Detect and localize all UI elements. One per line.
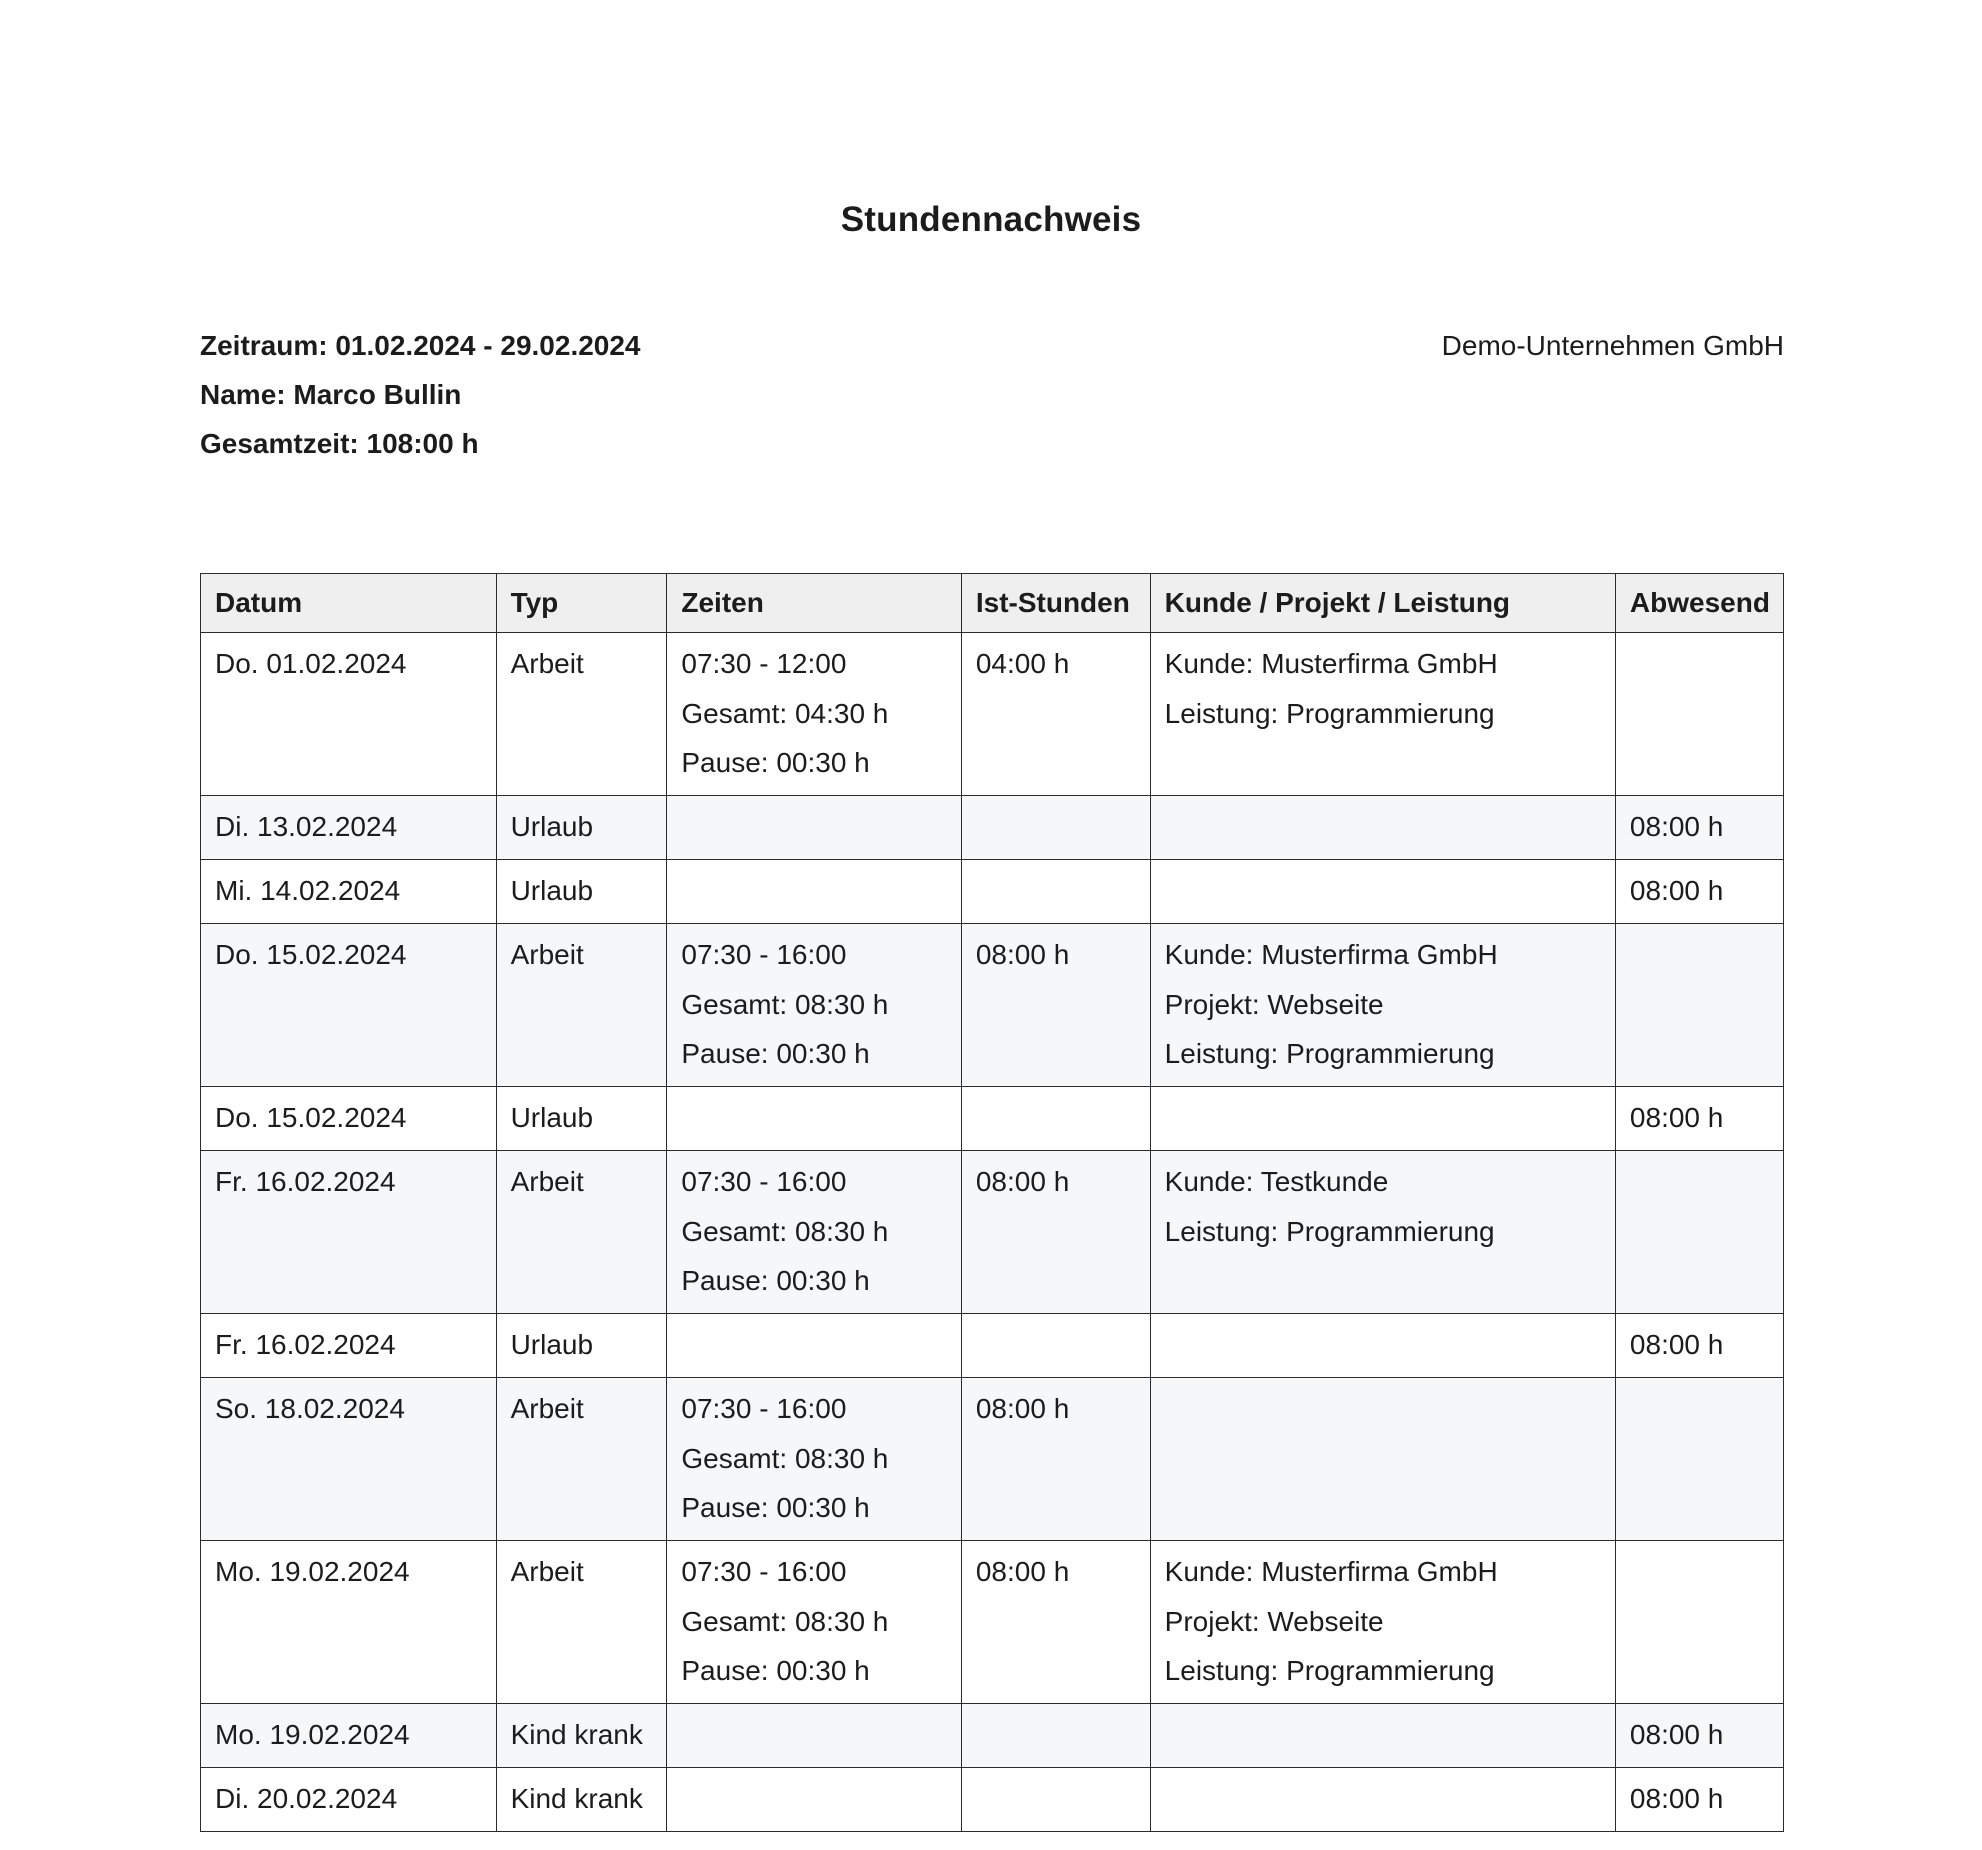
cell-kunde-projekt-leistung	[1150, 1541, 1615, 1704]
table-row	[201, 924, 1784, 1087]
cell-typ: Arbeit	[496, 1541, 667, 1704]
cell-zeiten-line: Pause: 00:30 h	[681, 747, 870, 778]
cell-zeiten-line: Pause: 00:30 h	[681, 1265, 870, 1296]
cell-ist-stunden: 08:00 h	[961, 1541, 1150, 1704]
cell-zeiten-line: 07:30 - 16:00	[681, 939, 847, 970]
cell-datum: Mi. 14.02.2024	[201, 860, 497, 924]
cell-ist-stunden	[961, 1087, 1150, 1151]
cell-datum: Di. 13.02.2024	[201, 796, 497, 860]
cell-kunde-projekt-leistung	[1150, 633, 1615, 796]
page-title: Stundennachweis	[840, 200, 1142, 239]
table-row	[201, 1541, 1784, 1704]
table-header-row	[201, 574, 1784, 633]
cell-ist-stunden	[961, 796, 1150, 860]
cell-kunde-projekt-leistung-line: Kunde: Testkunde	[1164, 1166, 1389, 1197]
cell-zeiten	[667, 796, 961, 860]
cell-ist-stunden	[961, 860, 1150, 924]
table-body	[201, 633, 1784, 1832]
cell-kunde-projekt-leistung-line: Kunde: Musterfirma GmbH	[1164, 648, 1498, 679]
cell-ist-stunden: 08:00 h	[961, 1378, 1150, 1541]
report-meta	[200, 326, 641, 473]
cell-kunde-projekt-leistung	[1150, 860, 1615, 924]
cell-zeiten	[667, 1768, 961, 1832]
cell-zeiten-line: Pause: 00:30 h	[681, 1492, 870, 1523]
cell-kunde-projekt-leistung-line: Projekt: Webseite	[1164, 1605, 1384, 1637]
cell-ist-stunden	[961, 1768, 1150, 1832]
cell-kunde-projekt-leistung-line: Leistung: Programmierung	[1164, 1215, 1495, 1247]
cell-zeiten-line: Gesamt: 08:30 h	[681, 1215, 889, 1247]
cell-typ: Urlaub	[496, 1087, 667, 1151]
cell-kunde-projekt-leistung-line: Projekt: Webseite	[1164, 988, 1384, 1020]
employee-name: Name: Marco Bullin	[200, 379, 462, 410]
table-row	[201, 796, 1784, 860]
cell-zeiten-line: Pause: 00:30 h	[681, 1038, 870, 1069]
cell-zeiten	[667, 1314, 961, 1378]
cell-zeiten	[667, 1541, 961, 1704]
cell-typ: Urlaub	[496, 1314, 667, 1378]
cell-datum: Di. 20.02.2024	[201, 1768, 497, 1832]
cell-zeiten-line: 07:30 - 16:00	[681, 1556, 847, 1587]
cell-kunde-projekt-leistung-line: Leistung: Programmierung	[1164, 697, 1495, 729]
table-row	[201, 1378, 1784, 1541]
cell-kunde-projekt-leistung-line: Leistung: Programmierung	[1164, 1038, 1495, 1069]
timesheet-table	[200, 573, 1784, 1832]
cell-typ: Arbeit	[496, 924, 667, 1087]
cell-abwesend	[1615, 1541, 1783, 1704]
cell-kunde-projekt-leistung	[1150, 1151, 1615, 1314]
cell-abwesend: 08:00 h	[1615, 1314, 1783, 1378]
cell-datum: So. 18.02.2024	[201, 1378, 497, 1541]
header-datum: Datum	[201, 574, 497, 633]
cell-kunde-projekt-leistung	[1150, 1314, 1615, 1378]
cell-kunde-projekt-leistung	[1150, 1378, 1615, 1541]
cell-zeiten	[667, 633, 961, 796]
cell-zeiten-line: 07:30 - 16:00	[681, 1166, 847, 1197]
cell-zeiten	[667, 860, 961, 924]
table-row	[201, 1087, 1784, 1151]
table-row	[201, 633, 1784, 796]
table-row	[201, 1768, 1784, 1832]
cell-ist-stunden	[961, 1704, 1150, 1768]
cell-kunde-projekt-leistung-line: Kunde: Musterfirma GmbH	[1164, 1556, 1498, 1587]
cell-kunde-projekt-leistung-line: Leistung: Programmierung	[1164, 1655, 1495, 1686]
cell-typ: Arbeit	[496, 1151, 667, 1314]
cell-typ: Urlaub	[496, 796, 667, 860]
cell-ist-stunden	[961, 1314, 1150, 1378]
cell-zeiten	[667, 924, 961, 1087]
cell-datum: Do. 01.02.2024	[201, 633, 497, 796]
cell-zeiten	[667, 1378, 961, 1541]
cell-zeiten-line: 07:30 - 12:00	[681, 648, 847, 679]
cell-zeiten-line: Gesamt: 08:30 h	[681, 1442, 889, 1474]
cell-zeiten	[667, 1087, 961, 1151]
cell-typ: Kind krank	[496, 1768, 667, 1832]
cell-ist-stunden: 08:00 h	[961, 1151, 1150, 1314]
header-ist-stunden: Ist-Stunden	[961, 574, 1150, 633]
table-row	[201, 1704, 1784, 1768]
cell-ist-stunden: 04:00 h	[961, 633, 1150, 796]
header-abwesend: Abwesend	[1615, 574, 1783, 633]
cell-abwesend: 08:00 h	[1615, 1704, 1783, 1768]
table-row	[201, 1151, 1784, 1314]
cell-typ: Arbeit	[496, 633, 667, 796]
header-typ: Typ	[496, 574, 667, 633]
cell-abwesend: 08:00 h	[1615, 1087, 1783, 1151]
period-text: Zeitraum: 01.02.2024 - 29.02.2024	[200, 330, 641, 361]
header-zeiten: Zeiten	[667, 574, 961, 633]
cell-datum: Fr. 16.02.2024	[201, 1151, 497, 1314]
cell-zeiten-line: Pause: 00:30 h	[681, 1655, 870, 1686]
cell-zeiten-line: 07:30 - 16:00	[681, 1393, 847, 1424]
cell-zeiten-line: Gesamt: 08:30 h	[681, 988, 889, 1020]
cell-kunde-projekt-leistung	[1150, 1087, 1615, 1151]
cell-zeiten-line: Gesamt: 08:30 h	[681, 1605, 889, 1637]
cell-typ: Urlaub	[496, 860, 667, 924]
cell-kunde-projekt-leistung	[1150, 1768, 1615, 1832]
cell-datum: Fr. 16.02.2024	[201, 1314, 497, 1378]
cell-abwesend	[1615, 924, 1783, 1087]
cell-datum: Do. 15.02.2024	[201, 1087, 497, 1151]
cell-typ: Arbeit	[496, 1378, 667, 1541]
cell-kunde-projekt-leistung-line: Kunde: Musterfirma GmbH	[1164, 939, 1498, 970]
cell-datum: Mo. 19.02.2024	[201, 1541, 497, 1704]
cell-typ: Kind krank	[496, 1704, 667, 1768]
cell-zeiten-line: Gesamt: 04:30 h	[681, 697, 889, 729]
cell-zeiten	[667, 1151, 961, 1314]
cell-abwesend	[1615, 1378, 1783, 1541]
cell-abwesend	[1615, 1151, 1783, 1314]
cell-datum: Do. 15.02.2024	[201, 924, 497, 1087]
table-row	[201, 1314, 1784, 1378]
cell-kunde-projekt-leistung	[1150, 1704, 1615, 1768]
cell-abwesend: 08:00 h	[1615, 796, 1783, 860]
cell-ist-stunden: 08:00 h	[961, 924, 1150, 1087]
cell-abwesend: 08:00 h	[1615, 1768, 1783, 1832]
total-time: Gesamtzeit: 108:00 h	[200, 428, 479, 459]
cell-datum: Mo. 19.02.2024	[201, 1704, 497, 1768]
cell-zeiten	[667, 1704, 961, 1768]
cell-abwesend	[1615, 633, 1783, 796]
cell-kunde-projekt-leistung	[1150, 796, 1615, 860]
cell-abwesend: 08:00 h	[1615, 860, 1783, 924]
cell-kunde-projekt-leistung	[1150, 924, 1615, 1087]
header-kunde-projekt-leistung: Kunde / Projekt / Leistung	[1150, 574, 1615, 633]
company-name: Demo-Unternehmen GmbH	[1441, 330, 1784, 361]
table-row	[201, 860, 1784, 924]
